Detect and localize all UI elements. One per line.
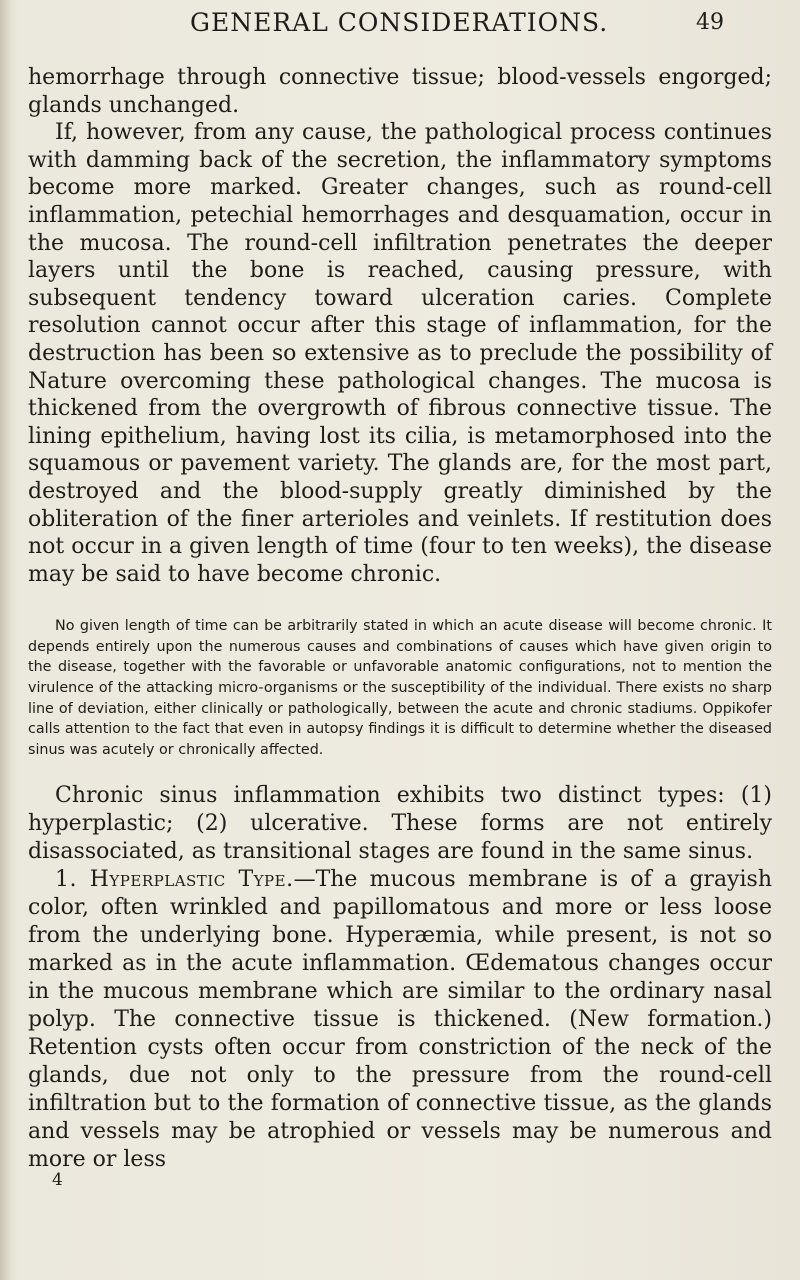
paragraph-continuation: hemorrhage through connective tissue; blood-vessels engorged; glands unchanged.: [28, 65, 772, 118]
paragraph-chronic-types: Chronic sinus inflammation exhibits two distinct types: (1) hyperplastic; (2) ulcerative. These forms are not entirely disassociated, as transitional stages are found in the same sinus.: [28, 783, 772, 865]
page-number: 49: [696, 10, 724, 35]
paragraph-chronic-progression: If, however, from any cause, the pathological process continues with damming back of the secretion, the inflammatory symptoms become more marked. Greater changes, such as round-cell inflammation, petechial hemorrhages and desquamation, occur in the mucosa. The round-cell infiltration penetrates the deeper layers until the bone is reached, causing pressure, with subsequent tendency toward ulceration caries. Complete resolution cannot occur after this stage of inflammation, for the destruction has been so extensive as to preclude the possibility of Nature overcoming these pathological changes. The mucosa is thickened from the overgrowth of fibrous connective tissue. The lining epithelium, having lost its cilia, is metamorphosed into the squamous or pavement variety. The glands are, for the most part, destroyed and the blood-supply greatly diminished by the obliteration of the finer arterioles and veinlets. If restitution does not occur in a given length of time (four to ten weeks), the disease may be said to have become chronic.: [28, 120, 772, 587]
running-title: GENERAL CONSIDERATIONS.: [190, 8, 609, 37]
paragraph-hyperplastic-type: [28, 866, 772, 1174]
signature-mark: 4: [52, 1170, 63, 1190]
section-heading-hyperplastic: 1. Hyperplastic Type.: [55, 867, 294, 893]
body-text: [28, 64, 772, 1174]
page-gutter-shadow: [0, 0, 10, 1280]
footnote-paragraph: No given length of time can be arbitrarily stated in which an acute disease will become chronic. It depends entirely upon the numerous causes and combinations of causes which have given origin to the disease, together with the favorable or unfavorable anatomic configurations, not to mention the virulence of the attacking micro-organisms or the susceptibility of the individual. There exists no sharp line of deviation, either clinically or pathologically, between the acute and chronic stadiums. Oppikofer calls attention to the fact that even in autopsy findings it is difficult to determine whether the diseased sinus was acutely or chronically affected.: [28, 618, 772, 758]
hyperplastic-description: —The mucous membrane is of a grayish color, often wrinkled and papillomatous and more or less loose from the underlying bone. Hyperæmia, while present, is not so marked as in the acute inflammation. Œdematous changes occur in the mucous membrane which are similar to the ordinary nasal polyp. The connective tissue is thickened. (New formation.) Retention cysts often occur from constriction of the neck of the glands, due not only to the pressure from the round-cell infiltration but to the formation of connective tissue, as the glands and vessels may be atrophied or vessels may be numerous and more or less: [28, 867, 772, 1173]
